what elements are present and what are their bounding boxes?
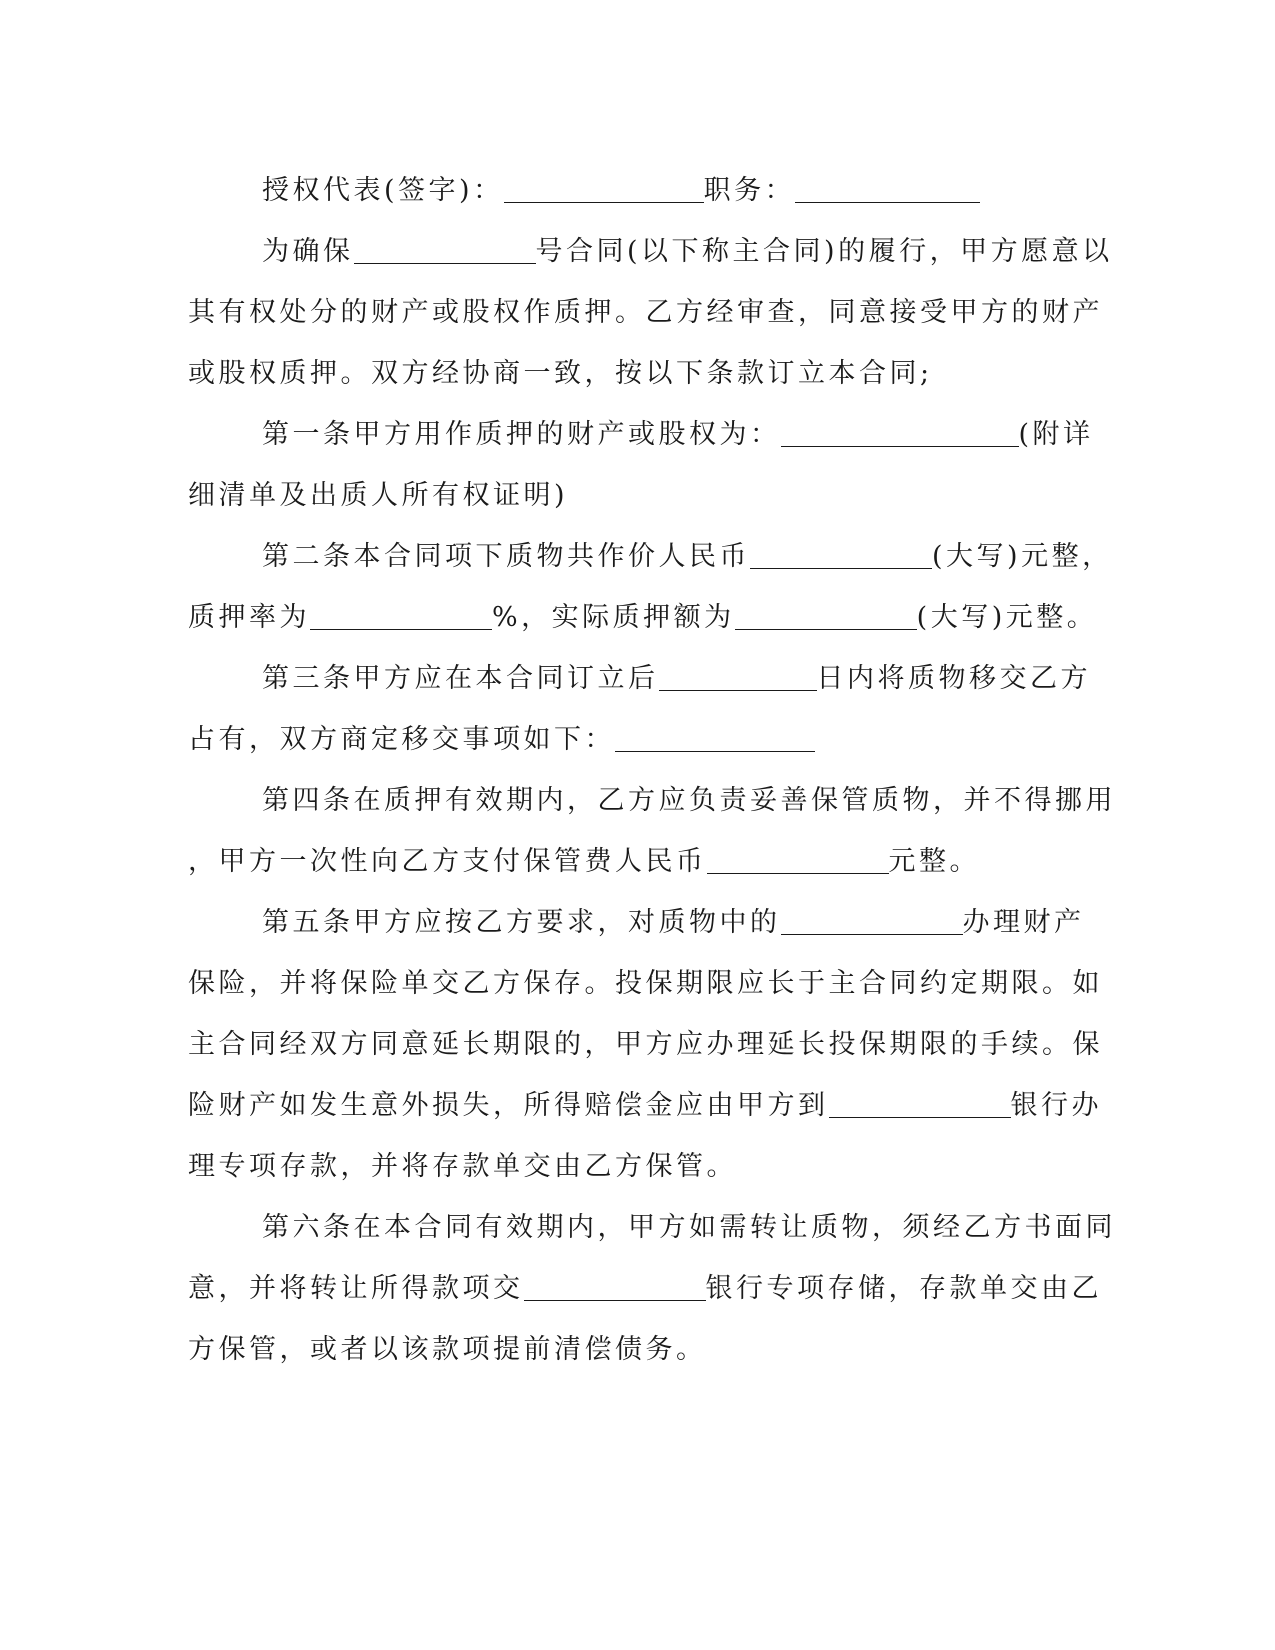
text-line [188,1197,1116,1258]
text-segment: 第五条甲方应按乙方要求，对质物中的 [262,907,781,938]
text-segment: 第一条甲方用作质押的财产或股权为： [262,419,781,450]
text-line [188,404,1094,465]
text-segment: 其有权处分的财产或股权作质押。乙方经审查，同意接受甲方的财产 [188,297,1103,328]
text-line [188,587,1098,648]
text-segment: 银行办 [1010,1090,1102,1121]
text-line [188,1319,1078,1380]
text-segment: 主合同经双方同意延长期限的，甲方应办理延长投保期限的手续。保 [188,1029,1103,1060]
text-segment: 第三条甲方应在本合同订立后 [262,663,659,694]
text-line [188,160,1078,221]
text-line [188,648,1091,709]
text-segment: 细清单及出质人所有权证明) [188,480,569,511]
text-line [188,892,1085,953]
text-segment: 元整。 [888,846,980,877]
fill-in-blank[interactable] [659,660,817,691]
text-segment: 方保管，或者以该款项提前清偿债务。 [188,1334,707,1365]
text-line [188,953,1103,1014]
text-line [188,1014,1103,1075]
fill-in-blank[interactable] [354,233,536,264]
text-segment: 质押率为 [188,602,310,633]
text-segment: 日内将质物移交乙方 [816,663,1091,694]
text-segment: 或股权质押。双方经协商一致，按以下条款订立本合同; [188,358,933,389]
text-segment: 为确保 [262,236,354,267]
text-segment: 理专项存款，并将存款单交由乙方保管。 [188,1151,737,1182]
text-segment: 第四条在质押有效期内，乙方应负责妥善保管质物，并不得挪用 [262,785,1116,816]
text-segment: 办理财产 [962,907,1085,938]
contract-body [188,160,1116,1380]
fill-in-blank[interactable] [781,904,963,935]
fill-in-blank[interactable] [750,538,932,569]
text-segment: 授权代表(签字)： [262,175,504,206]
text-segment: 保险，并将保险单交乙方保存。投保期限应长于主合同约定期限。如 [188,968,1103,999]
fill-in-blank[interactable] [795,172,980,203]
text-segment: (附详 [1018,419,1094,450]
text-segment: 第六条在本合同有效期内，甲方如需转让质物，须经乙方书面同 [262,1212,1116,1243]
fill-in-blank[interactable] [735,599,917,630]
text-segment: 号合同(以下称主合同)的履行，甲方愿意以 [535,236,1113,267]
text-segment: 第二条本合同项下质物共作价人民币 [262,541,750,572]
fill-in-blank[interactable] [504,172,704,203]
fill-in-blank[interactable] [707,843,889,874]
fill-in-blank[interactable] [829,1087,1011,1118]
text-line [188,221,1113,282]
text-segment: %，实际质押额为 [492,602,735,633]
text-line [188,282,1103,343]
fill-in-blank[interactable] [524,1270,706,1301]
text-line [188,465,1078,526]
text-line [188,343,1078,404]
text-segment: ，甲方一次性向乙方支付保管费人民币 [188,846,707,877]
fill-in-blank[interactable] [310,599,492,630]
text-line [188,526,1113,587]
text-line [188,770,1116,831]
text-segment: 占有，双方商定移交事项如下： [188,724,615,755]
text-line [188,1258,1102,1319]
text-line [188,831,1078,892]
text-line [188,1136,1078,1197]
text-line [188,709,1078,770]
text-line [188,1075,1102,1136]
fill-in-blank[interactable] [781,416,1019,447]
text-segment: 职务： [703,175,796,206]
text-segment: 意，并将转让所得款项交 [188,1273,524,1304]
text-segment: (大写)元整， [932,541,1113,572]
text-segment: 银行专项存储，存款单交由乙 [705,1273,1102,1304]
text-segment: (大写)元整。 [916,602,1098,633]
fill-in-blank[interactable] [615,721,815,752]
text-segment: 险财产如发生意外损失，所得赔偿金应由甲方到 [188,1090,829,1121]
